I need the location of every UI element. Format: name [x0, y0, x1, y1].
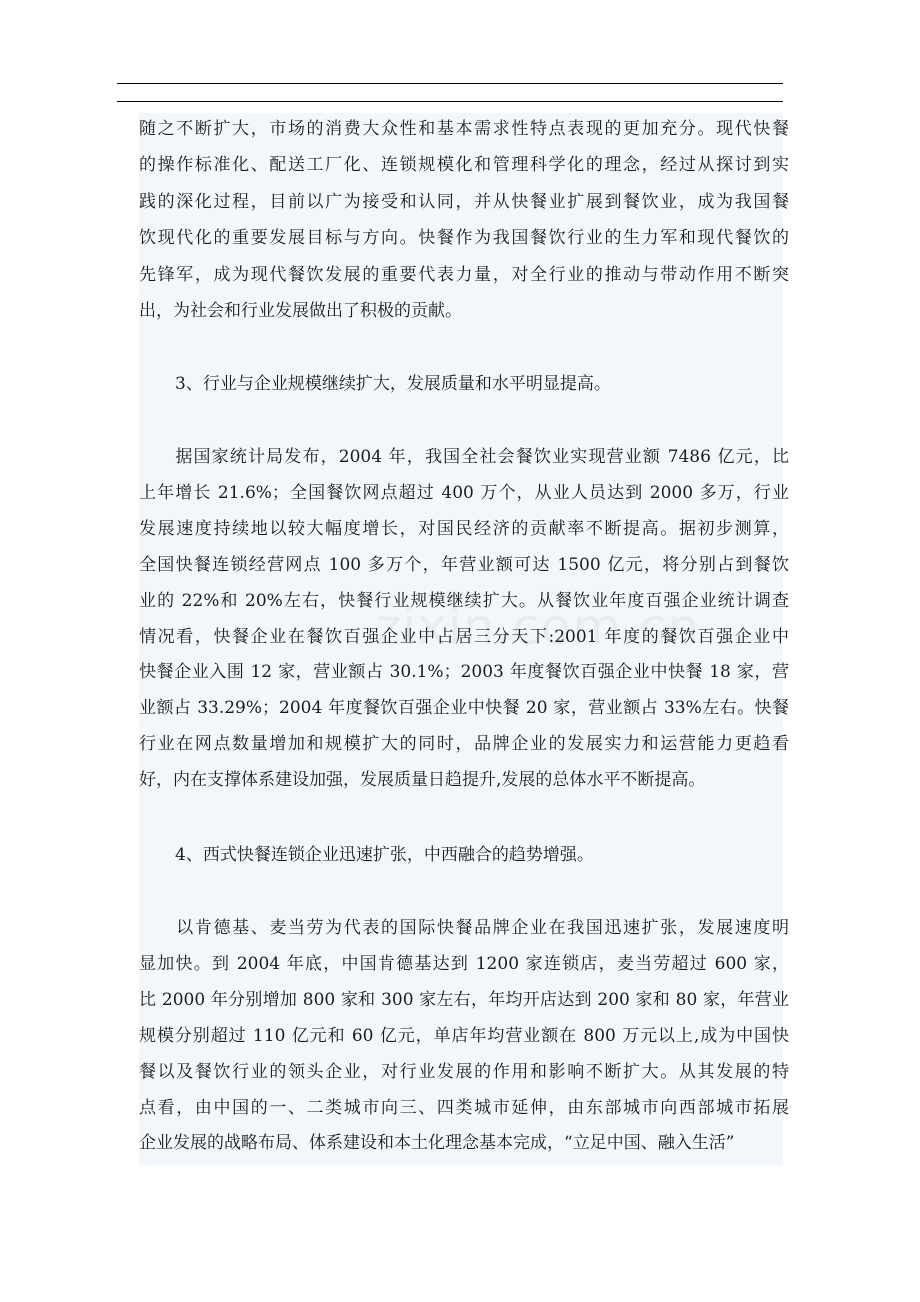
paragraph-line: 业额占 33.29%；2004 年度餐饮百强企业中快餐 20 家，营业额占 33%左右。快餐	[139, 698, 789, 719]
section-heading: 4、西式快餐连锁企业迅速扩张，中西融合的趋势增强。	[175, 845, 594, 865]
paragraph-line: 行业在网点数量增加和规模扩大的同时，品牌企业的发展实力和运营能力更趋看	[139, 734, 789, 755]
paragraph-line: 饮现代化的重要发展目标与方向。快餐作为我国餐饮行业的生力军和现代餐饮的	[139, 228, 789, 249]
paragraph-line: 先锋军，成为现代餐饮发展的重要代表力量，对全行业的推动与带动作用不断突	[139, 264, 789, 285]
paragraph-line: 情况看，快餐企业在餐饮百强企业中占居三分天下:2001 年度的餐饮百强企业中	[139, 626, 789, 647]
section-heading: 3、行业与企业规模继续扩大，发展质量和水平明显提高。	[175, 374, 611, 394]
paragraph-line: 全国快餐连锁经营网点 100 多万个，年营业额可达 1500 亿元，将分别占到餐饮	[139, 554, 789, 575]
paragraph-line: 规模分别超过 110 亿元和 60 亿元，单店年均营业额在 800 万元以上,成为中国快	[139, 1025, 789, 1046]
paragraph-line: 快餐企业入围 12 家，营业额占 30.1%；2003 年度餐饮百强企业中快餐 18 家，营	[139, 662, 789, 683]
paragraph-line: 的操作标准化、配送工厂化、连锁规模化和管理科学化的理念，经过从探讨到实	[139, 155, 789, 176]
paragraph-line: 业的 22%和 20%左右，快餐行业规模继续扩大。从餐饮业年度百强企业统计调查	[139, 590, 789, 611]
paragraph-line: 餐以及餐饮行业的领头企业，对行业发展的作用和影响不断扩大。从其发展的特	[139, 1061, 789, 1082]
paragraph-line: 比 2000 年分别增加 800 家和 300 家左右，年均开店达到 200 家和 80 家，年营业	[139, 989, 789, 1010]
paragraph-line: 据国家统计局发布，2004 年，我国全社会餐饮业实现营业额 7486 亿元，比	[139, 447, 789, 467]
header-rule-bottom	[117, 101, 783, 102]
paragraph-line: 好，内在支撑体系建设加强，发展质量日趋提升,发展的总体水平不断提高。	[139, 770, 706, 791]
paragraph-line: 显加快。到 2004 年底，中国肯德基达到 1200 家连锁店，麦当劳超过 600 家，	[139, 953, 789, 974]
paragraph-line: 企业发展的战略布局、体系建设和本土化理念基本完成，“立足中国、融入生活”	[139, 1133, 735, 1154]
paragraph-line: 点看，由中国的一、二类城市向三、四类城市延伸，由东部城市向西部城市拓展	[139, 1097, 789, 1118]
paragraph-line: 发展速度持续地以较大幅度增长，对国民经济的贡献率不断提高。据初步测算，	[139, 518, 789, 539]
paragraph-line: 践的深化过程，目前以广为接受和认同，并从快餐业扩展到餐饮业，成为我国餐	[139, 191, 789, 212]
header-rule-top	[117, 83, 783, 84]
paragraph-line: 出，为社会和行业发展做出了积极的贡献。	[139, 301, 462, 321]
paragraph-line: 上年增长 21.6%；全国餐饮网点超过 400 万个，从业人员达到 2000 多万，行业	[139, 482, 789, 503]
paragraph-line: 随之不断扩大，市场的消费大众性和基本需求性特点表现的更加充分。现代快餐	[139, 119, 789, 139]
paragraph-line: 以肯德基、麦当劳为代表的国际快餐品牌企业在我国迅速扩张，发展速度明	[139, 918, 789, 938]
